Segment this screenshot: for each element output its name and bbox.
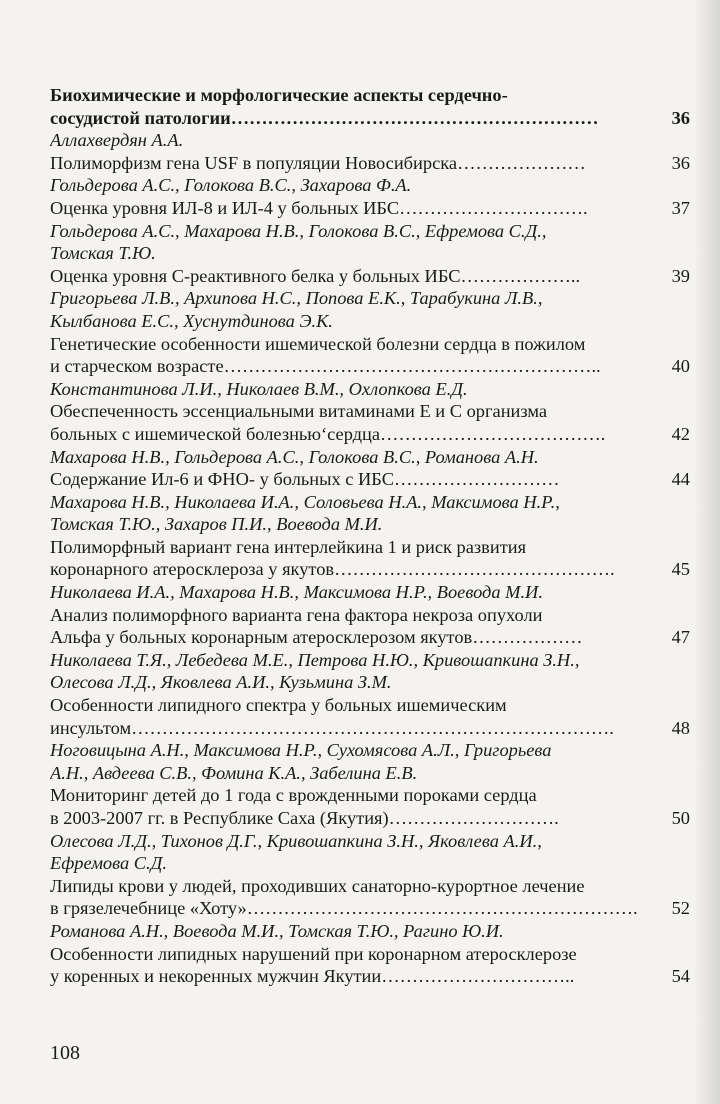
toc-authors: Константинова Л.И., Николаев В.М., Охлопкова Е.Д.: [50, 378, 468, 399]
toc-title-line: [50, 355, 690, 378]
toc-page-number: 39: [671, 265, 690, 286]
dot-leader: ………………: [472, 627, 583, 648]
toc-authors: Кылбанова Е.С., Хуснутдинова Э.К.: [50, 310, 333, 331]
toc-entry: [50, 536, 690, 604]
toc-page-number: 37: [671, 197, 690, 218]
toc-authors: Томская Т.Ю., Захаров П.И., Воевода М.И.: [50, 514, 383, 535]
table-of-contents: [50, 84, 690, 988]
toc-entry: [50, 400, 690, 468]
toc-title-text: Липиды крови у людей, проходивших санаторно-курортное лечение: [50, 875, 585, 896]
toc-authors: Махарова Н.В., Гольдерова А.С., Голокова В.С., Романова А.Н.: [50, 446, 539, 467]
toc-authors: Григорьева Л.В., Архипова Н.С., Попова Е.К., Тарабукина Л.В.,: [50, 288, 543, 309]
toc-title-text: Полиморфизм гена USF в популяции Новосибирска: [50, 152, 458, 173]
toc-title-line: [50, 84, 690, 107]
toc-authors: Романова А.Н., Воевода М.И., Томская Т.Ю., Рагино Ю.И.: [50, 920, 504, 941]
toc-title-line: [50, 423, 690, 446]
dot-leader: ……………………….: [388, 808, 559, 828]
toc-authors: Томская Т.Ю.: [50, 243, 156, 264]
toc-entry: [50, 152, 690, 197]
toc-entry: [50, 468, 690, 536]
toc-title-line: [50, 468, 690, 491]
toc-page-number: 40: [671, 356, 690, 377]
toc-page-number: 36: [671, 152, 690, 173]
dot-leader: …………………………………………………………………….: [131, 717, 614, 738]
toc-title-line: [50, 536, 690, 559]
toc-authors: Николаева И.А., Махарова Н.В., Максимова Н.Р., Воевода М.И.: [50, 582, 543, 603]
toc-entry: [50, 943, 690, 988]
toc-title-line: [50, 897, 690, 920]
toc-title-line: [50, 152, 690, 175]
toc-title-line: [50, 965, 690, 988]
toc-title-text: Биохимические и морфологические аспекты сердечно-: [50, 85, 508, 105]
toc-title-text: Оценка уровня С-реактивного белка у больных ИБС: [50, 265, 461, 286]
toc-title-line: [50, 400, 690, 423]
toc-title-text: коронарного атеросклероза у якутов: [50, 559, 335, 580]
toc-title-line: [50, 333, 690, 356]
toc-title-line: [50, 265, 690, 288]
toc-page-number: 44: [671, 469, 690, 490]
toc-title-text: Анализ полиморфного варианта гена фактора некроза опухоли: [50, 604, 543, 625]
dot-leader: ……………………………………………………….: [246, 898, 638, 919]
dot-leader: ………………..: [460, 265, 581, 286]
toc-entry: [50, 84, 690, 152]
dot-leader: ……………………………………………………: [230, 107, 599, 128]
toc-page-number: 54: [671, 966, 690, 987]
toc-authors: Ноговицына А.Н., Максимова Н.Р., Сухомясова А.Л., Григорьева: [50, 740, 552, 761]
toc-title-text: в 2003-2007 гг. в Республике Саха (Якутия): [50, 808, 389, 828]
toc-authors: Ефремова С.Д.: [50, 853, 167, 874]
toc-title-text: и старческом возрасте: [50, 356, 224, 377]
toc-entry: [50, 333, 690, 401]
toc-page-number: 48: [671, 717, 690, 738]
toc-title-text: Полиморфный вариант гена интерлейкина 1 и риск развития: [50, 536, 527, 557]
dot-leader: ………………………….: [399, 197, 588, 218]
toc-entry: [50, 197, 690, 265]
toc-entry: [50, 784, 690, 874]
dot-leader: …………………………..: [381, 966, 575, 987]
dot-leader: …………………: [457, 152, 586, 173]
toc-title-line: [50, 626, 690, 649]
toc-title-text: у коренных и некоренных мужчин Якутии: [50, 966, 382, 987]
toc-title-line: [50, 558, 690, 581]
toc-title-text: инсультом: [50, 717, 132, 738]
toc-title-text: Особенности липидного спектра у больных ишемическим: [50, 695, 507, 716]
toc-entry: [50, 265, 690, 333]
dot-leader: ……………………………………….: [334, 559, 615, 580]
toc-authors: Олесова Л.Д., Яковлева А.И., Кузьмина З.М.: [50, 672, 392, 693]
toc-page-number: 52: [671, 898, 690, 919]
toc-title-text: Оценка уровня ИЛ-8 и ИЛ-4 у больных ИБС: [50, 197, 400, 218]
page-edge-shadow: [694, 0, 720, 1104]
toc-title-line: [50, 875, 690, 898]
toc-title-line: [50, 197, 690, 220]
dot-leader: ……………………………….: [380, 423, 606, 444]
toc-title-line: [50, 717, 690, 740]
toc-title-text: в грязелечебнице «Хоту»: [50, 898, 247, 919]
toc-title-line: [50, 694, 690, 717]
toc-page-number: 45: [671, 559, 690, 580]
toc-title-line: [50, 807, 690, 830]
toc-authors: Махарова Н.В., Николаева И.А., Соловьева Н.А., Максимова Н.Р.,: [50, 491, 560, 512]
toc-entry: [50, 875, 690, 943]
toc-page-number: 42: [671, 423, 690, 444]
toc-entry: [50, 604, 690, 694]
toc-title-text: Содержание Ил-6 и ФНО- у больных с ИБС: [50, 469, 394, 490]
toc-title-text: больных с ишемической болезнью‘сердца: [50, 423, 381, 444]
toc-title-text: сосудистой патологии: [50, 107, 231, 128]
page-number: 108: [50, 1042, 80, 1064]
toc-title-text: Мониторинг детей до 1 года с врожденными пороками сердца: [50, 785, 537, 806]
toc-authors: Николаева Т.Я., Лебедева М.Е., Петрова Н.Ю., Кривошапкина З.Н.,: [50, 649, 580, 670]
toc-authors: Аллахвердян А.А.: [50, 130, 184, 151]
toc-authors: Олесова Л.Д., Тихонов Д.Г., Кривошапкина З.Н., Яковлева А.И.,: [50, 830, 542, 851]
toc-page-number: 36: [671, 107, 690, 128]
toc-title-line: [50, 784, 690, 807]
toc-title-line: [50, 604, 690, 627]
toc-title-line: [50, 107, 690, 130]
toc-title-text: Альфа у больных коронарным атеросклерозом якутов: [50, 627, 473, 648]
toc-page-number: 50: [671, 808, 690, 828]
toc-entry: [50, 694, 690, 784]
toc-title-text: Обеспеченность эссенциальными витаминами Е и С организма: [50, 401, 548, 422]
toc-authors: Гольдерова А.С., Махарова Н.В., Голокова В.С., Ефремова С.Д.,: [50, 220, 547, 241]
toc-title-text: Особенности липидных нарушений при коронарном атеросклерозе: [50, 943, 577, 964]
toc-authors: Гольдерова А.С., Голокова В.С., Захарова Ф.А.: [50, 175, 412, 196]
toc-authors: А.Н., Авдеева С.В., Фомина К.А., Забелина Е.В.: [50, 762, 418, 783]
dot-leader: ………………………: [394, 469, 560, 490]
dot-leader: ……………………………………………………..: [223, 356, 601, 377]
toc-title-text: Генетические особенности ишемической болезни сердца в пожилом: [50, 333, 586, 354]
toc-page-number: 47: [671, 627, 690, 648]
toc-title-line: [50, 943, 690, 966]
